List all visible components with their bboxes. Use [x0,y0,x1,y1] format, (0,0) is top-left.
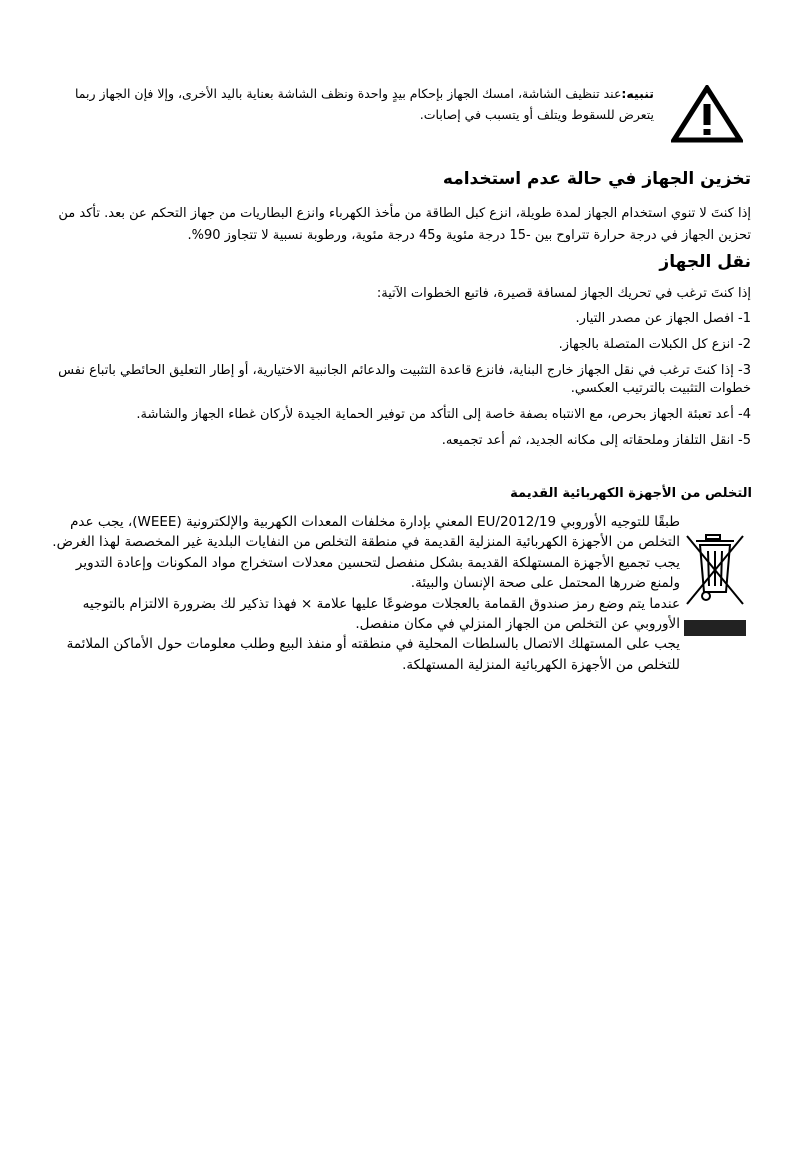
transport-steps [55,310,751,458]
weee-text-1: طبقًا للتوجيه الأوروبي EU/2012/19 المعني بإدارة مخلفات المعدات الكهربية والإلكترونية (WEEE)، يجب عدم التخلص من الأجهزة الكهربائية المنزلية القديمة في منطقة التخلص من النفايات البلدية غير المخصصة لهذا الغرض. يجب تجميع الأجهزة المستهلكة القديمة بشكل منفصل لتحسين معدلات استخراج مواد المكونات وإعادة التدوير ولمنع ضررها المحتمل على صحة الإنسان والبيئة. [52,514,680,592]
weee-paragraph [50,512,680,675]
warning-triangle-icon [671,85,743,143]
storage-heading: تخزين الجهاز في حالة عدم استخدامه [442,169,751,189]
list-item: 5- انقل التلفاز وملحقاته إلى مكانه الجديد، ثم أعد تجميعه. [441,433,751,448]
transport-heading: نقل الجهاز [659,252,751,272]
storage-paragraph: إذا كنتَ لا تنوي استخدام الجهاز لمدة طويلة، انزع كبل الطاقة من مأخذ الكهرباء وانزع البطاريات من جهاز التحكم عن بعد. تأكد من تحزين الجهاز في درجة حرارة تتراوح بين -15 درجة مئوية و45 درجة مئوية، ورطوبة نسبية لا تتجاوز 90%. [58,206,751,243]
weee-heading: التخلص من الأجهزة الكهربائية القديمة [510,486,752,501]
warning-paragraph [60,83,654,125]
list-item: 3- إذا كنتَ ترغب في نقل الجهاز خارج البناية، فانزع قاعدة التثبيت والدعائم الجانبية الاختيارية، أو إطار التعليق الحائطي باتباع نفس خطوات التثبيت بالترتيب العكسي. [58,363,751,396]
weee-text-2: عندما يتم وضع رمز صندوق القمامة بالعجلات موضوعًا عليها علامة × فهذا تذكير لك بضرورة الالتزام بالتوجيه الأوروبي عن التخلص من الجهاز المنزلي في مكان منفصل. [82,595,680,633]
list-item: 2- انزع كل الكبلات المتصلة بالجهاز. [558,337,751,352]
list-item: 1- افصل الجهاز عن مصدر التيار. [575,311,751,326]
warning-text: عند تنظيف الشاشة، امسك الجهاز بإحكام بيدٍ واحدة ونظف الشاشة بعناية باليد الأخرى، وإلا فإن الجهاز ربما يتعرض للسقوط ويتلف أو يتسبب في إصابات. [74,86,654,122]
weee-text-3: يجب على المستهلك الاتصال بالسلطات المحلية في منطقته أو منفذ البيع وطلب معلومات حول الأماكن الملائمة للتخلص من الأجهزة الكهربائية المنزلية المستهلكة. [66,636,680,673]
transport-intro: إذا كنتَ ترغب في تحريك الجهاز لمسافة قصيرة، فاتبع الخطوات الآتية: [376,286,751,301]
crossed-wheelie-bin-icon [684,534,746,638]
list-item: 4- أعد تعبئة الجهاز بحرص، مع الانتباه بصفة خاصة إلى التأكد من توفير الحماية الجيدة لأركان غطاء الجهاز والشاشة. [136,407,751,422]
warning-label: تنبيه: [621,86,654,101]
